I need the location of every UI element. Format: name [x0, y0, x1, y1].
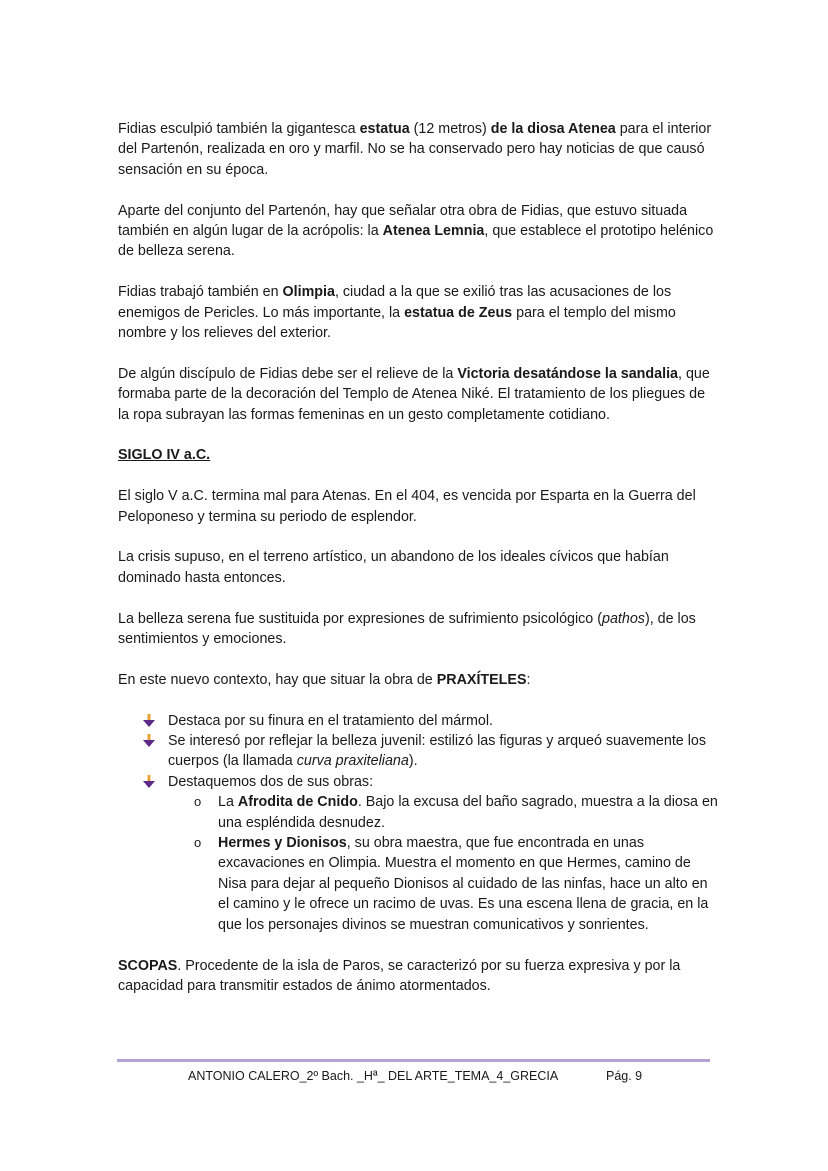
paragraph-7: La belleza serena fue sustituida por expresiones de sufrimiento psicológico (pathos), de los sentimientos y emociones. [118, 610, 696, 648]
sub-bullet-item: o La Afrodita de Cnido. Bajo la excusa del baño sagrado, muestra a la diosa en una espléndida desnudez. [194, 794, 718, 831]
paragraph-3: Fidias trabajó también en Olimpia, ciudad a la que se exilió tras las acusaciones de los enemigos de Pericles. Lo más importante, la estatua de Zeus para el templo del mismo nombre y los relieves del exterior. [118, 284, 676, 342]
paragraph-6: La crisis supuso, en el terreno artístico, un abandono de los ideales cívicos que habían dominado hasta entonces. [118, 549, 669, 586]
sub-bullet-item: o Hermes y Dionisos, su obra maestra, que fue encontrada en unas excavaciones en Olimpia. Muestra el momento en que Hermes, camino de Nisa para dejar al pequeño Dionisos al cuidado de las ninfas, hace un alto en el camino y le ofrece un racimo de uvas. Es una escena llena de gracia, en la que los personajes divinos se muestran comunicativos y sonrientes. [194, 835, 709, 933]
arrow-down-icon [141, 774, 157, 790]
sub-bullet-list [168, 792, 718, 935]
bullet-list [118, 711, 718, 935]
page-number: Pág. 9 [606, 1069, 643, 1083]
paragraph-5: El siglo V a.C. termina mal para Atenas. En el 404, es vencida por Esparta en la Guerra del Peloponeso y termina su periodo de esplendor. [118, 488, 696, 525]
paragraph-4: De algún discípulo de Fidias debe ser el relieve de la Victoria desatándose la sandalia, que formaba parte de la decoración del Templo de Atenea Niké. El tratamiento de los pliegues de la ropa subrayan las formas femeninas en un gesto completamente cotidiano. [118, 365, 710, 423]
footer-divider [117, 1059, 710, 1062]
circle-icon: o [194, 794, 202, 810]
footer-text: ANTONIO CALERO_2º Bach. _Hª_ DEL ARTE_TEMA_4_GRECIA [188, 1069, 559, 1083]
circle-icon: o [194, 835, 202, 851]
section-heading: SIGLO IV a.C. [118, 447, 211, 464]
paragraph-9: SCOPAS. Procedente de la isla de Paros, se caracterizó por su fuerza expresiva y por la capacidad para transmitir estados de ánimo atormentados. [118, 957, 681, 994]
bullet-item: Se interesó por reflejar la belleza juvenil: estilizó las figuras y arqueó suavemente los cuerpos (la llamada curva praxiteliana). [168, 731, 718, 772]
bullet-item: Destaca por su finura en el tratamiento del mármol. [168, 711, 718, 731]
document-body [118, 119, 718, 1017]
paragraph-2: Aparte del conjunto del Partenón, hay que señalar otra obra de Fidias, que estuvo situada también en algún lugar de la acrópolis: la Atenea Lemnia, que establece el prototipo helénico de belleza serena. [118, 202, 714, 260]
arrow-down-icon [141, 733, 157, 749]
paragraph-8: En este nuevo contexto, hay que situar la obra de PRAXÍTELES: [118, 671, 531, 688]
bullet-item: Destaquemos dos de sus obras: o La Afrodita de Cnido. Bajo la excusa del baño sagrado, muestra a la diosa en una espléndida desnudez. o Hermes y Dionisos, su obra maestra, que fue encontrada en unas excavaciones en Olimpia. Muestra el momento en que Hermes, camino de Nisa para dejar al pequeño Dionisos al cuidado de las ninfas, hace un alto en el camino y le ofrece un racimo de uvas. Es una escena llena de gracia, en la que los personajes divinos se muestran comunicativos y sonrientes. [168, 772, 718, 935]
paragraph-1: Fidias esculpió también la gigantesca estatua (12 metros) de la diosa Atenea para el interior del Partenón, realizada en oro y marfil. No se ha conservado pero hay noticias de que causó sensación en su época. [118, 121, 712, 178]
arrow-down-icon [141, 713, 157, 729]
